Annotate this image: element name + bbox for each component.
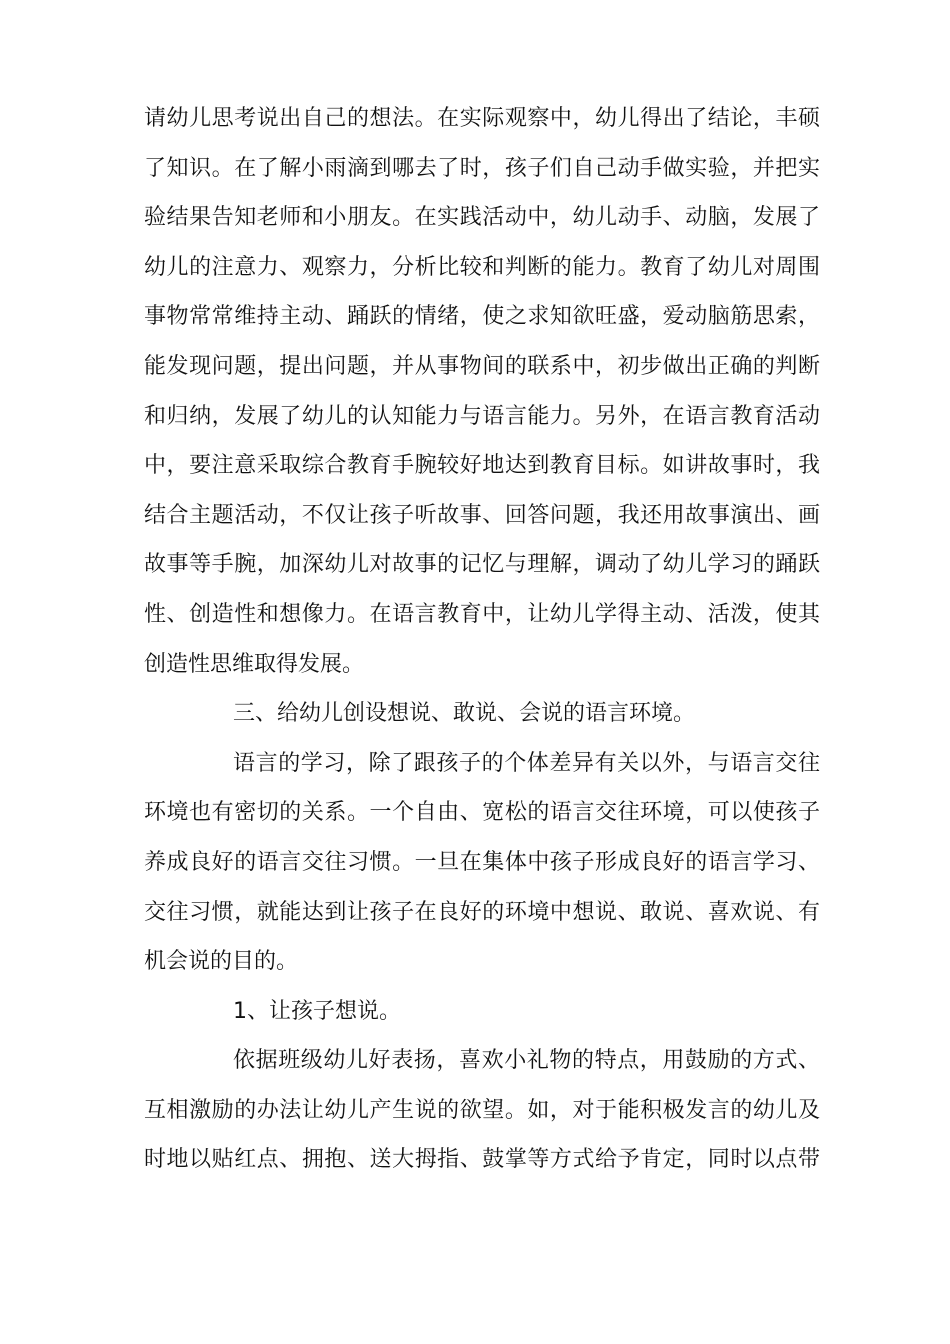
text-line-7: 和归纳，发展了幼儿的认知能力与语言能力。另外，在语言教育活动 [144, 403, 820, 429]
text-line-8: 中，要注意采取综合教育手腕较好地达到教育目标。如讲故事时，我 [144, 453, 820, 479]
text-line-22: 时地以贴红点、拥抱、送大拇指、鼓掌等方式给予肯定，同时以点带 [144, 1147, 820, 1173]
section-heading: 三、给幼儿创设想说、敢说、会说的语言环境。 [233, 701, 696, 727]
subsection-heading: 1、让孩子想说。 [233, 998, 401, 1024]
text-line-9: 结合主题活动，不仅让孩子听故事、回答问题，我还用故事演出、画 [144, 502, 820, 528]
text-line-14: 语言的学习，除了跟孩子的个体差异有关以外，与语言交往 [233, 750, 820, 776]
text-line-21: 互相激励的办法让幼儿产生说的欲望。如，对于能积极发言的幼儿及 [144, 1097, 820, 1123]
text-line-11: 性、创造性和想像力。在语言教育中，让幼儿学得主动、活泼，使其 [144, 601, 820, 627]
text-line-6: 能发现问题，提出问题，并从事物间的联系中，初步做出正确的判断 [144, 353, 820, 379]
text-line-12: 创造性思维取得发展。 [144, 651, 365, 677]
text-line-3: 验结果告知老师和小朋友。在实践活动中，幼儿动手、动脑，发展了 [144, 205, 820, 231]
document-body [144, 94, 820, 1185]
text-line-10: 故事等手腕，加深幼儿对故事的记忆与理解，调动了幼儿学习的踊跃 [144, 552, 820, 578]
text-line-20: 依据班级幼儿好表扬，喜欢小礼物的特点，用鼓励的方式、 [233, 1048, 820, 1074]
text-line-1: 请幼儿思考说出自己的想法。在实际观察中，幼儿得出了结论，丰硕 [144, 106, 820, 131]
text-line-16: 养成良好的语言交往习惯。一旦在集体中孩子形成良好的语言学习、 [144, 849, 820, 875]
text-line-18: 机会说的目的。 [144, 949, 299, 975]
text-line-17: 交往习惯，就能达到让孩子在良好的环境中想说、敢说、喜欢说、有 [144, 899, 820, 925]
text-line-2: 了知识。在了解小雨滴到哪去了时，孩子们自己动手做实验，并把实 [144, 155, 820, 181]
text-line-15: 环境也有密切的关系。一个自由、宽松的语言交往环境，可以使孩子 [144, 800, 820, 826]
text-line-4: 幼儿的注意力、观察力，分析比较和判断的能力。教育了幼儿对周围 [144, 254, 820, 280]
text-line-5: 事物常常维持主动、踊跃的情绪，使之求知欲旺盛，爱动脑筋思索， [144, 304, 820, 330]
